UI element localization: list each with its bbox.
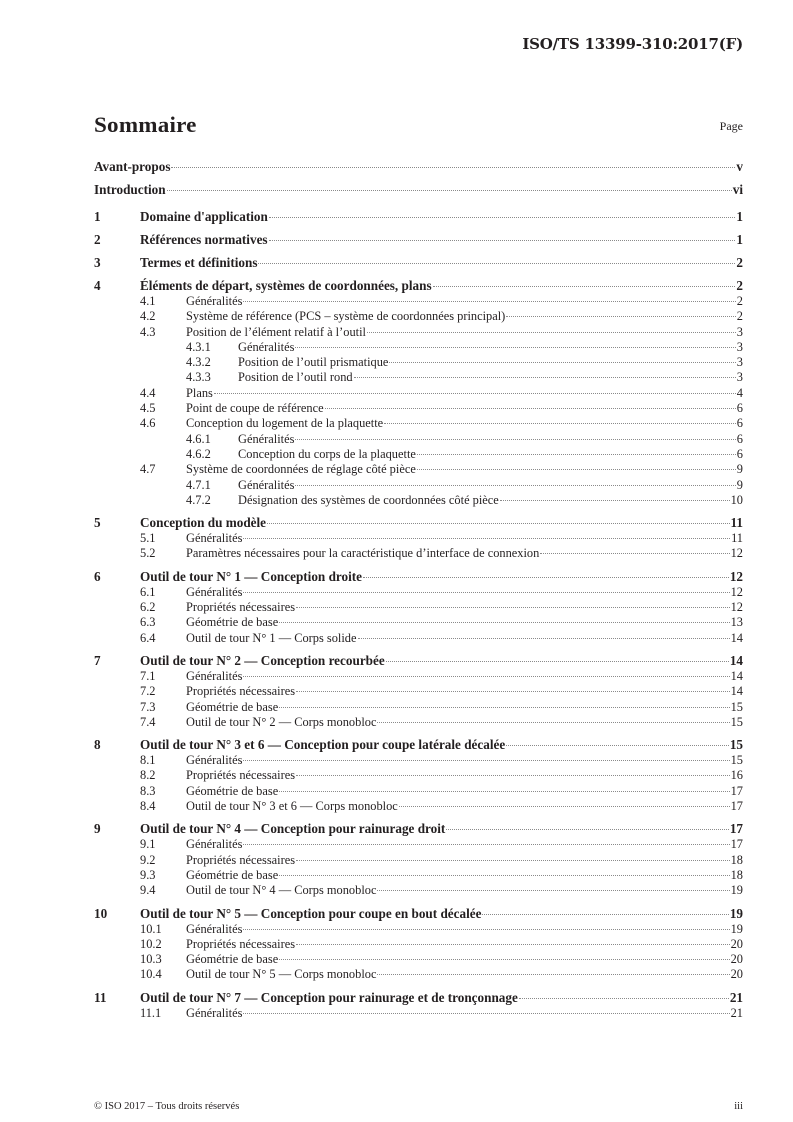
dot-leader — [269, 217, 736, 218]
toc-entry[interactable] — [94, 386, 743, 401]
footer-page-number: iii — [734, 1101, 743, 1112]
dot-leader — [399, 806, 730, 807]
toc-entry-page[interactable]: 17 — [730, 837, 743, 852]
page-column-label: Page — [719, 119, 743, 133]
toc-entry-title[interactable]: Introduction — [94, 181, 166, 197]
toc-entry-number: 9.3 — [140, 867, 156, 882]
dot-leader — [295, 439, 735, 440]
toc-entry-page[interactable]: 1 — [736, 232, 743, 247]
dot-leader — [243, 592, 729, 593]
toc-entry-title[interactable]: Propriétés nécessaires — [186, 852, 296, 867]
toc-entry-page[interactable]: 20 — [730, 967, 743, 982]
toc-entry-number: 4.7.1 — [186, 477, 211, 492]
toc-entry[interactable] — [94, 531, 743, 546]
toc-entry[interactable] — [94, 967, 743, 982]
dot-leader — [243, 929, 729, 930]
toc-entry-title[interactable]: Références normatives — [140, 232, 268, 247]
dot-leader — [296, 775, 730, 776]
toc-entry[interactable] — [94, 989, 743, 1006]
toc-entry-title[interactable]: Termes et définitions — [140, 255, 258, 270]
toc-entry-page[interactable]: 11 — [730, 515, 743, 531]
toc-entry-title[interactable]: Paramètres nécessaires pour la caractéristique d’interface de connexion — [186, 546, 540, 561]
toc-entry-title[interactable]: Généralités — [186, 584, 243, 599]
toc-entry-title[interactable]: Domaine d'application — [140, 209, 268, 224]
toc-entry-number: 10.2 — [140, 936, 162, 951]
toc-entry-page[interactable]: 14 — [730, 684, 743, 699]
dot-leader — [296, 607, 730, 608]
toc-entry-page[interactable]: 17 — [729, 821, 743, 837]
toc-entry-title[interactable]: Généralités — [186, 837, 243, 852]
toc-entry-title[interactable]: Outil de tour N° 4 — Corps monobloc — [186, 883, 377, 898]
toc-entry-page[interactable]: 2 — [736, 294, 743, 308]
toc-entry-title[interactable]: Conception du modèle — [140, 515, 267, 531]
toc-entry-number: 7.2 — [140, 684, 156, 699]
toc-entry[interactable] — [94, 937, 743, 952]
toc-entry[interactable] — [94, 432, 743, 447]
toc-entry-title[interactable]: Généralités — [186, 1005, 243, 1020]
toc-entry-title[interactable]: Géométrie de base — [186, 783, 279, 798]
toc-entry[interactable] — [94, 736, 743, 753]
toc-entry-page[interactable]: 3 — [736, 355, 743, 370]
toc-entry-page[interactable]: 16 — [730, 768, 743, 783]
toc-entry-number: 4.2 — [140, 309, 156, 324]
dot-leader — [386, 661, 729, 662]
toc-entry[interactable] — [94, 294, 743, 309]
toc-entry-page[interactable]: vi — [732, 181, 743, 197]
toc-entry[interactable] — [94, 684, 743, 699]
toc-entry[interactable] — [94, 340, 743, 355]
toc-entry[interactable] — [94, 546, 743, 561]
toc-entry-title[interactable]: Propriétés nécessaires — [186, 600, 296, 615]
toc-entry[interactable] — [94, 179, 743, 202]
dot-leader — [417, 469, 736, 470]
toc-entry[interactable] — [94, 325, 743, 340]
toc-entry-page[interactable]: 15 — [730, 753, 743, 768]
toc-entry-title[interactable]: Conception du corps de la plaquette — [238, 446, 416, 461]
toc-entry[interactable] — [94, 401, 743, 416]
toc-entry-number: 8.4 — [140, 799, 156, 814]
dot-leader — [482, 914, 728, 915]
toc-entry-number: 8 — [94, 737, 101, 753]
toc-entry-title[interactable]: Propriétés nécessaires — [186, 768, 296, 783]
toc-entry-number: 9.4 — [140, 883, 156, 898]
toc-entry-page[interactable]: 2 — [736, 255, 743, 270]
dot-leader — [519, 998, 729, 999]
toc-entry-number: 5.1 — [140, 531, 156, 546]
toc-entry-page[interactable]: 3 — [736, 370, 743, 385]
dot-leader — [446, 829, 729, 830]
toc-entry-page[interactable]: 20 — [730, 936, 743, 951]
dot-leader — [279, 959, 729, 960]
toc-entry[interactable] — [94, 355, 743, 370]
toc-entry[interactable] — [94, 447, 743, 462]
toc-entry-page[interactable]: 17 — [730, 799, 743, 814]
toc-entry-page[interactable]: 15 — [730, 699, 743, 714]
dot-leader — [243, 1013, 729, 1014]
toc-entry-number: 4.3.3 — [186, 370, 211, 385]
dot-leader — [389, 362, 735, 363]
dot-leader — [363, 577, 729, 578]
toc-entry[interactable] — [94, 277, 743, 294]
dot-leader — [167, 190, 732, 191]
toc-entry-page[interactable]: 18 — [730, 852, 743, 867]
toc-entry-title[interactable]: Outil de tour N° 7 — Conception pour rainurage et de tronçonnage — [140, 989, 518, 1005]
toc-entry-title[interactable]: Outil de tour N° 5 — Conception pour coupe en bout décalée — [140, 905, 482, 921]
dot-leader — [417, 454, 736, 455]
toc-entry[interactable] — [94, 514, 743, 531]
toc-entry[interactable] — [94, 600, 743, 615]
toc-entry-number: 3 — [94, 255, 101, 270]
toc-entry[interactable] — [94, 853, 743, 868]
toc-entry-number: 4 — [94, 278, 101, 293]
dot-leader — [296, 860, 730, 861]
toc-entry-title[interactable]: Conception du logement de la plaquette — [186, 416, 384, 431]
toc-entry-number: 6.1 — [140, 584, 156, 599]
toc-entry-number: 4.7 — [140, 462, 156, 477]
dot-leader — [243, 676, 729, 677]
toc-entry[interactable] — [94, 715, 743, 730]
toc-entry-title[interactable]: Généralités — [186, 753, 243, 768]
toc-entry[interactable] — [94, 669, 743, 684]
dot-leader — [295, 485, 735, 486]
dot-leader — [243, 301, 735, 302]
dot-leader — [243, 844, 729, 845]
toc-entry-number: 11.1 — [140, 1005, 162, 1020]
toc-entry[interactable] — [94, 883, 743, 898]
toc-entry-number: 1 — [94, 209, 101, 224]
toc-entry-title[interactable]: Avant-propos — [94, 159, 171, 174]
toc-entry-title[interactable]: Position de l’outil prismatique — [238, 355, 389, 370]
toc-entry-number: 10.3 — [140, 952, 162, 967]
toc-entry-title[interactable]: Outil de tour N° 5 — Corps monobloc — [186, 967, 377, 982]
dot-leader — [325, 408, 736, 409]
toc-entry-number: 4.6 — [140, 416, 156, 431]
toc-entry[interactable] — [94, 231, 743, 248]
toc-entry-page[interactable]: 19 — [730, 883, 743, 898]
toc-entry-title[interactable]: Géométrie de base — [186, 952, 279, 967]
toc-entry[interactable] — [94, 462, 743, 477]
toc-entry-page[interactable]: 2 — [736, 278, 743, 293]
toc-entry-page[interactable]: 11 — [731, 531, 743, 546]
toc-entry[interactable] — [94, 952, 743, 967]
toc-entry-title[interactable]: Propriétés nécessaires — [186, 936, 296, 951]
toc-entry-page[interactable]: 6 — [736, 401, 743, 416]
dot-leader — [269, 240, 736, 241]
toc-entry-page[interactable]: 17 — [730, 783, 743, 798]
toc-entry-number: 2 — [94, 232, 101, 247]
toc-entry[interactable] — [94, 922, 743, 937]
toc-entry[interactable] — [94, 208, 743, 225]
toc-entry[interactable] — [94, 753, 743, 768]
dot-leader — [540, 553, 729, 554]
toc-entry-page[interactable]: 6 — [736, 416, 743, 431]
dot-leader — [296, 944, 730, 945]
toc-entry-number: 6.3 — [140, 615, 156, 630]
toc-entry[interactable] — [94, 615, 743, 630]
toc-entry[interactable] — [94, 309, 743, 324]
toc-entry-page[interactable]: 12 — [730, 546, 743, 561]
toc-entry-page[interactable]: 10 — [730, 492, 743, 507]
dot-leader — [367, 332, 736, 333]
toc-entry-number: 6.4 — [140, 630, 156, 645]
dot-leader — [354, 377, 736, 378]
toc-entry[interactable] — [94, 631, 743, 646]
toc-entry-title[interactable]: Outil de tour N° 3 et 6 — Corps monobloc — [186, 799, 398, 814]
toc-entry-title[interactable]: Généralités — [238, 477, 295, 492]
toc-entry-number: 6 — [94, 568, 101, 584]
toc-entry-title[interactable]: Généralités — [186, 668, 243, 683]
toc-entry-page[interactable]: 6 — [736, 446, 743, 461]
toc-entry-number: 4.6.2 — [186, 446, 211, 461]
toc-entry[interactable] — [94, 370, 743, 385]
dot-leader — [279, 791, 729, 792]
toc-entry-page[interactable]: 21 — [730, 1005, 743, 1020]
toc-entry-page[interactable]: 9 — [736, 462, 743, 477]
toc-entry-title[interactable]: Plans — [186, 385, 213, 400]
toc-entry-number: 8.2 — [140, 768, 156, 783]
toc-entry-title[interactable]: Éléments de départ, systèmes de coordonnées, plans — [140, 278, 432, 293]
toc-entry-page[interactable]: 4 — [736, 385, 743, 400]
toc-entry-number: 10.4 — [140, 967, 162, 982]
toc-entry-number: 4.3.2 — [186, 355, 211, 370]
toc-entry-page[interactable]: 19 — [729, 905, 743, 921]
dot-leader — [243, 538, 730, 539]
toc-entry-number: 4.5 — [140, 401, 156, 416]
dot-leader — [377, 974, 729, 975]
toc-entry[interactable] — [94, 768, 743, 783]
toc-entry-title[interactable]: Géométrie de base — [186, 615, 279, 630]
toc-entry-page[interactable]: v — [736, 159, 743, 174]
toc-entry-page[interactable]: 1 — [736, 209, 743, 224]
dot-leader — [279, 875, 729, 876]
dot-leader — [279, 622, 729, 623]
toc-entry-title[interactable]: Outil de tour N° 4 — Conception pour rainurage droit — [140, 821, 446, 837]
toc-entry-title[interactable]: Géométrie de base — [186, 867, 279, 882]
toc-entry[interactable] — [94, 700, 743, 715]
dot-leader — [377, 722, 729, 723]
toc-entry[interactable] — [94, 820, 743, 837]
document-id: ISO/TS 13399-310:2017(F) — [522, 35, 743, 53]
toc-entry-page[interactable]: 12 — [730, 600, 743, 615]
toc-entry-page[interactable]: 20 — [730, 952, 743, 967]
dot-leader — [500, 500, 730, 501]
toc-entry-number: 8.3 — [140, 783, 156, 798]
dot-leader — [258, 263, 735, 264]
toc-entry-number: 4.7.2 — [186, 492, 211, 507]
toc-entry[interactable] — [94, 652, 743, 669]
page-title: Sommaire — [94, 112, 197, 137]
dot-leader — [295, 347, 735, 348]
table-of-contents — [94, 156, 743, 1021]
toc-entry[interactable] — [94, 493, 743, 508]
toc-entry-page[interactable]: 3 — [736, 339, 743, 354]
toc-entry-number: 5 — [94, 515, 101, 531]
toc-entry-page[interactable]: 13 — [730, 615, 743, 630]
toc-entry[interactable] — [94, 478, 743, 493]
toc-entry-number: 4.4 — [140, 385, 156, 400]
toc-entry-number: 4.3 — [140, 324, 156, 339]
toc-entry-page[interactable]: 3 — [736, 324, 743, 339]
toc-entry-title[interactable]: Généralités — [238, 431, 295, 446]
toc-entry-page[interactable]: 15 — [730, 714, 743, 729]
toc-entry[interactable] — [94, 585, 743, 600]
toc-entry-number: 9.1 — [140, 837, 156, 852]
dot-leader — [506, 745, 729, 746]
toc-entry-page[interactable]: 15 — [729, 737, 743, 753]
toc-entry-title[interactable]: Désignation des systèmes de coordonnées côté pièce — [238, 492, 499, 507]
footer-copyright: © ISO 2017 – Tous droits réservés — [94, 1101, 240, 1112]
dot-leader — [377, 890, 729, 891]
dot-leader — [433, 286, 736, 287]
toc-entry-title[interactable]: Position de l’outil rond — [238, 370, 353, 385]
toc-entry-title[interactable]: Généralités — [186, 921, 243, 936]
toc-entry-title[interactable]: Outil de tour N° 1 — Conception droite — [140, 568, 363, 584]
toc-entry-title[interactable]: Outil de tour N° 1 — Corps solide — [186, 630, 357, 645]
toc-entry[interactable] — [94, 905, 743, 922]
toc-entry[interactable] — [94, 1006, 743, 1021]
toc-entry-number: 9 — [94, 821, 101, 837]
toc-entry-title[interactable]: Outil de tour N° 2 — Corps monobloc — [186, 714, 377, 729]
toc-entry-title[interactable]: Généralités — [238, 339, 295, 354]
toc-entry-number: 11 — [94, 989, 107, 1005]
toc-entry-title[interactable]: Propriétés nécessaires — [186, 684, 296, 699]
toc-entry-number: 10.1 — [140, 921, 162, 936]
toc-entry-number: 10 — [94, 905, 108, 921]
toc-entry[interactable] — [94, 254, 743, 271]
toc-entry-number: 7 — [94, 652, 101, 668]
dot-leader — [214, 393, 736, 394]
toc-entry-number: 8.1 — [140, 753, 156, 768]
toc-entry-page[interactable]: 19 — [730, 921, 743, 936]
toc-entry-number: 6.2 — [140, 600, 156, 615]
toc-entry-title[interactable]: Généralités — [186, 531, 243, 546]
toc-entry-page[interactable]: 12 — [730, 584, 743, 599]
toc-entry-number: 7.1 — [140, 668, 156, 683]
dot-leader — [243, 760, 729, 761]
toc-entry-page[interactable]: 2 — [736, 309, 743, 324]
toc-entry-title[interactable]: Géométrie de base — [186, 699, 279, 714]
toc-entry-number: 4.3.1 — [186, 339, 211, 354]
toc-entry-number: 4.6.1 — [186, 431, 211, 446]
toc-entry-page[interactable]: 14 — [730, 668, 743, 683]
toc-entry-page[interactable]: 18 — [730, 867, 743, 882]
toc-entry-title[interactable]: Système de référence (PCS – système de coordonnées principal) — [186, 309, 506, 324]
toc-entry-title[interactable]: Outil de tour N° 2 — Conception recourbée — [140, 652, 385, 668]
toc-entry[interactable] — [94, 784, 743, 799]
toc-entry-page[interactable]: 14 — [729, 652, 743, 668]
toc-entry-number: 7.4 — [140, 714, 156, 729]
dot-leader — [279, 707, 729, 708]
toc-entry[interactable] — [94, 868, 743, 883]
toc-entry-number: 4.1 — [140, 294, 156, 308]
toc-entry[interactable] — [94, 568, 743, 585]
toc-entry[interactable] — [94, 156, 743, 179]
dot-leader — [171, 167, 735, 168]
toc-entry[interactable] — [94, 416, 743, 431]
toc-entry-page[interactable]: 21 — [729, 989, 743, 1005]
toc-entry-title[interactable]: Système de coordonnées de réglage côté pièce — [186, 462, 416, 477]
dot-leader — [358, 638, 730, 639]
toc-entry[interactable] — [94, 799, 743, 814]
toc-entry-page[interactable]: 6 — [736, 431, 743, 446]
toc-entry-number: 7.3 — [140, 699, 156, 714]
toc-entry-number: 5.2 — [140, 546, 156, 561]
dot-leader — [506, 316, 735, 317]
dot-leader — [296, 691, 730, 692]
toc-entry-title[interactable]: Généralités — [186, 294, 243, 308]
dot-leader — [384, 423, 736, 424]
toc-entry-page[interactable]: 14 — [730, 630, 743, 645]
toc-entry-title[interactable]: Point de coupe de référence — [186, 401, 324, 416]
toc-entry-page[interactable]: 9 — [736, 477, 743, 492]
toc-entry-number: 9.2 — [140, 852, 156, 867]
toc-entry[interactable] — [94, 837, 743, 852]
toc-entry-page[interactable]: 12 — [729, 568, 743, 584]
toc-entry-title[interactable]: Outil de tour N° 3 et 6 — Conception pour coupe latérale décalée — [140, 737, 506, 753]
dot-leader — [267, 523, 730, 524]
toc-entry-title[interactable]: Position de l’élément relatif à l’outil — [186, 324, 366, 339]
